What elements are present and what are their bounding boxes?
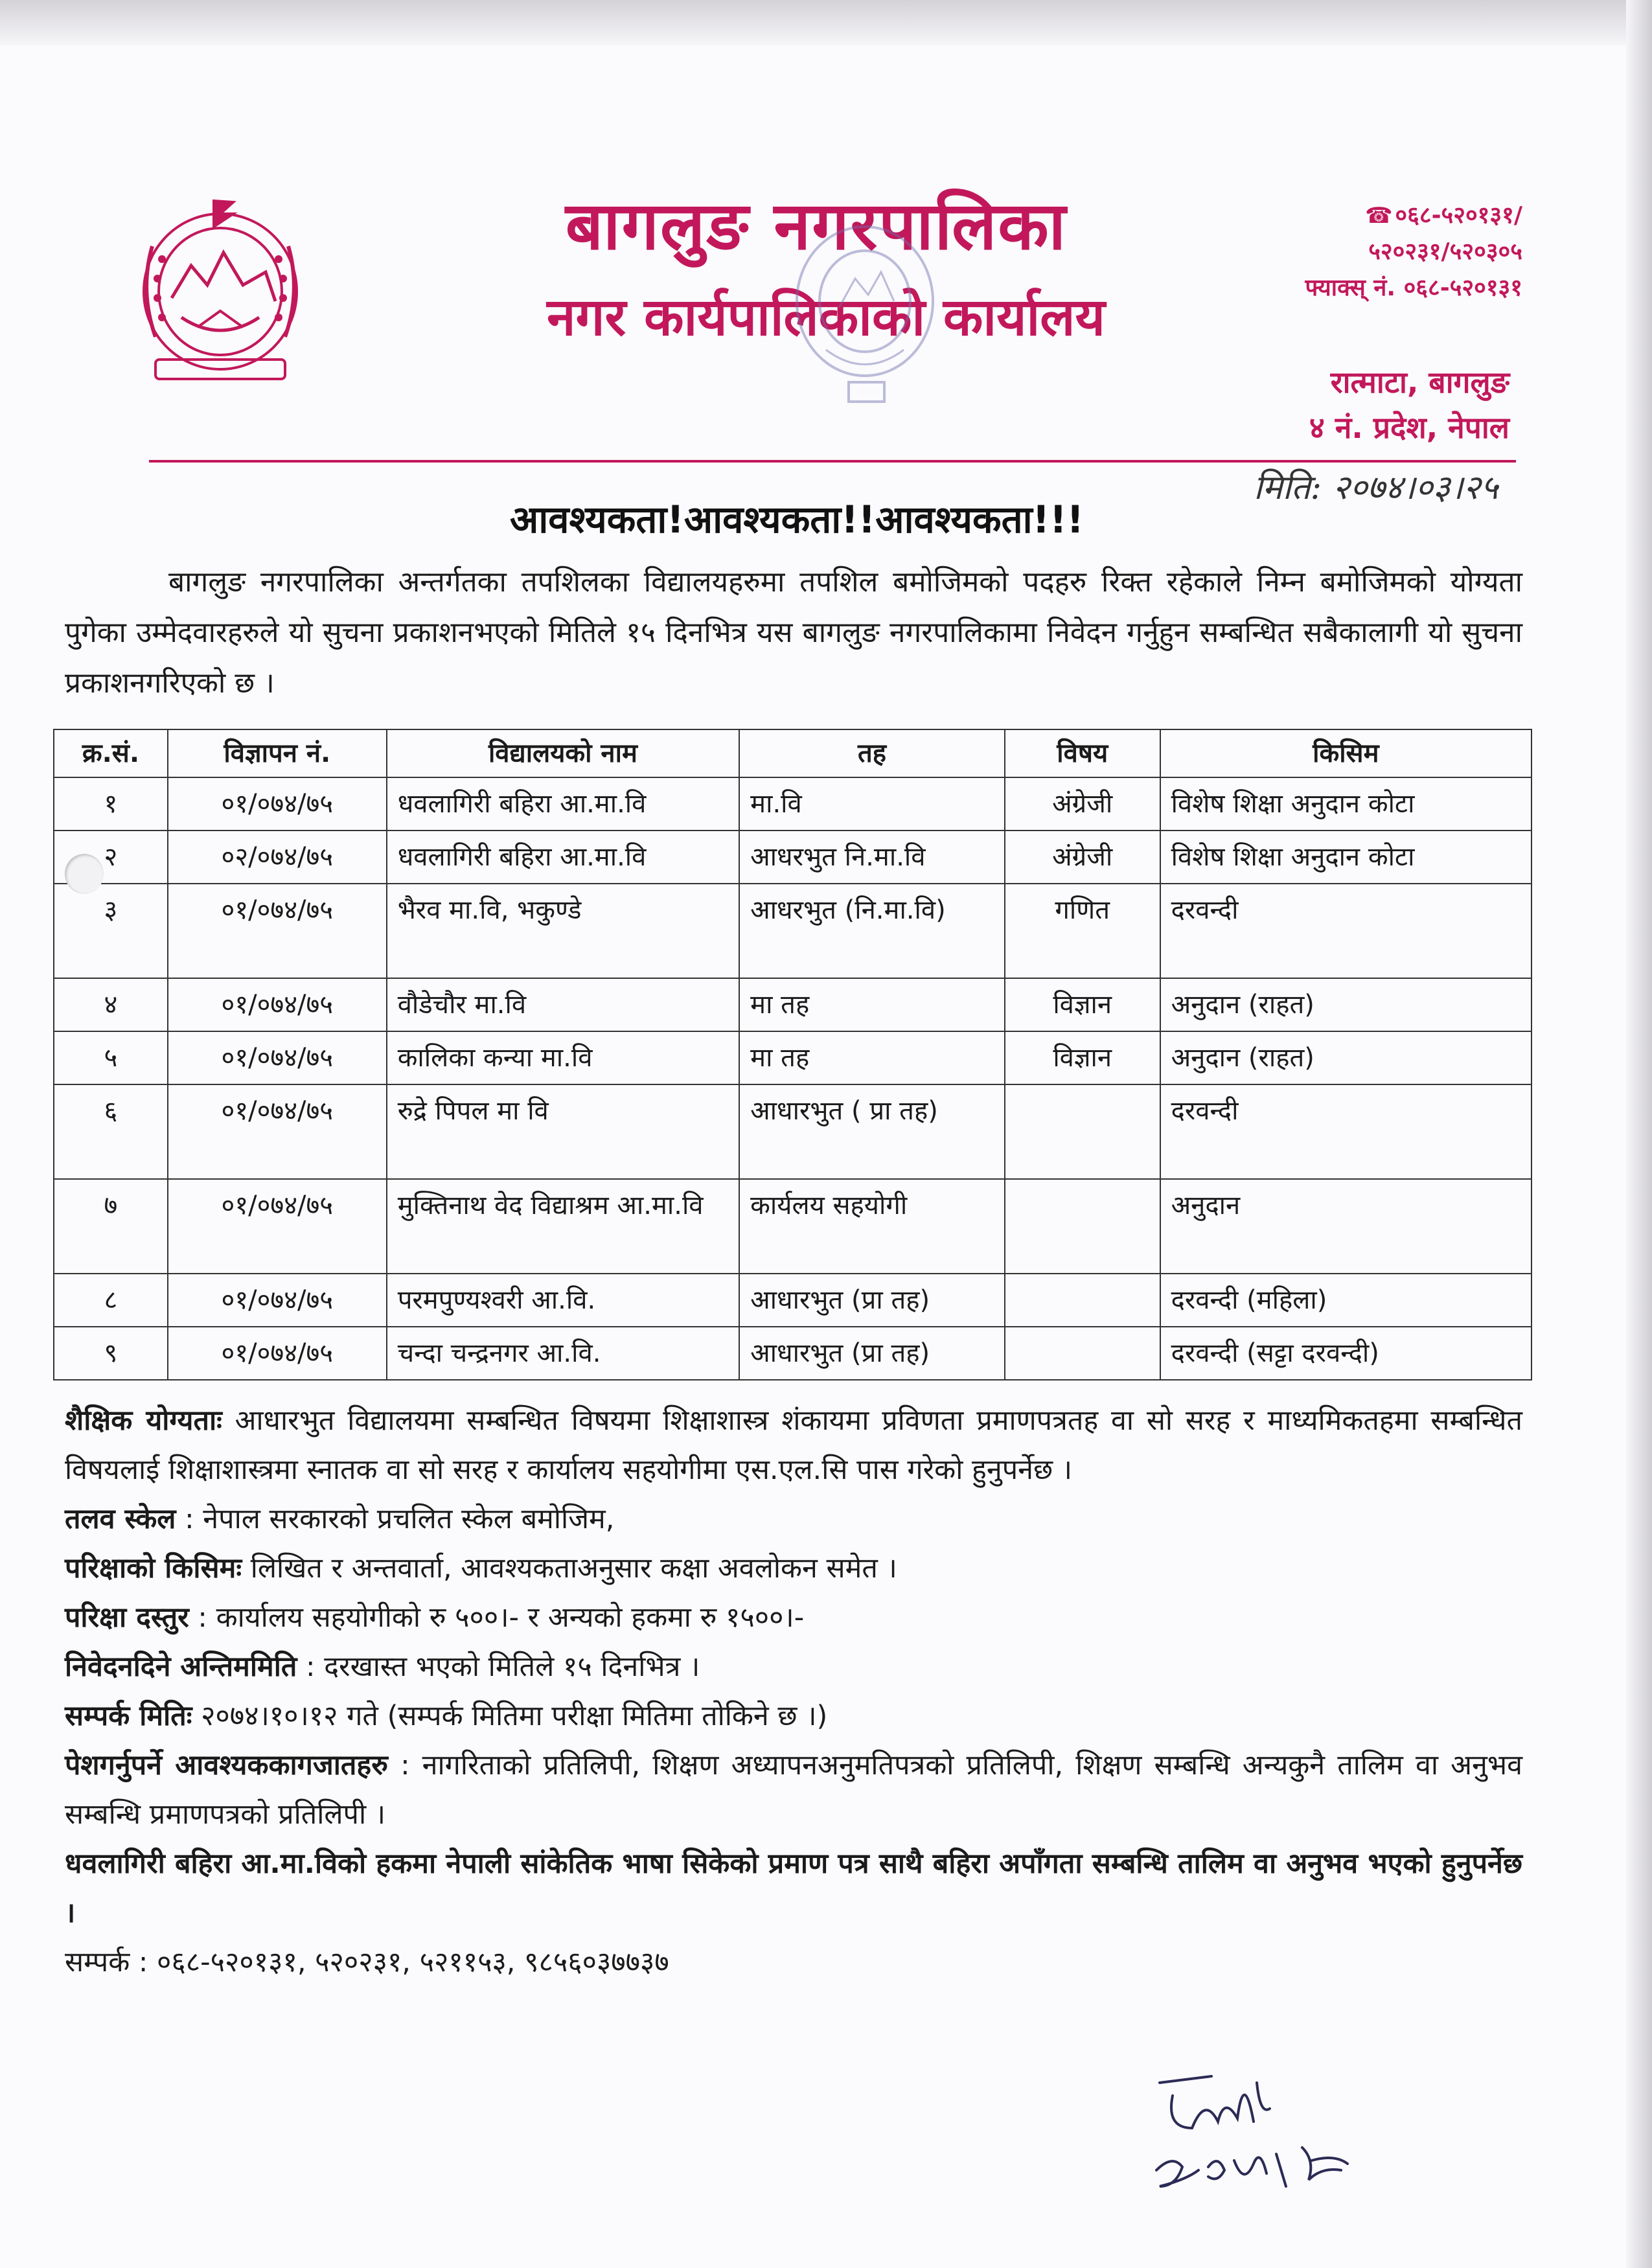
cell-ad-no: ०१/०७४/७५ xyxy=(168,777,387,830)
scan-shadow-right xyxy=(1626,0,1652,2268)
cell-subject: अंग्रेजी xyxy=(1005,830,1160,884)
cell-sn: ५ xyxy=(54,1031,168,1084)
table-row xyxy=(54,1327,1532,1380)
office-name: नगर कार्यपालिकाको कार्यालय xyxy=(547,287,1105,347)
header-divider xyxy=(149,460,1516,463)
handwritten-signature xyxy=(1147,2057,1393,2206)
cell-school: चन्दा चन्द्रनगर आ.वि. xyxy=(387,1327,739,1380)
cell-level: आधरभुत नि.मा.वि xyxy=(739,830,1005,884)
telephone-icon: ☎ xyxy=(1365,203,1393,229)
cell-type: अनुदान (राहत) xyxy=(1160,978,1532,1031)
col-header-sn: क्र.सं. xyxy=(54,729,168,777)
cell-school: परमपुण्यश्वरी आ.वि. xyxy=(387,1274,739,1327)
cell-subject xyxy=(1005,1179,1160,1274)
cell-type: दरवन्दी xyxy=(1160,884,1532,978)
notice-details xyxy=(65,1396,1522,1987)
address-line-1: रात्माटा, बागलुङ xyxy=(1330,365,1509,400)
cell-subject: विज्ञान xyxy=(1005,1031,1160,1084)
cell-school: धवलागिरी बहिरा आ.मा.वि xyxy=(387,777,739,830)
contact-date-text: २०७४।१०।१२ गते (सम्पर्क मितिमा परीक्षा मितिमा तोकिने छ ।) xyxy=(201,1700,828,1732)
cell-sn: ७ xyxy=(54,1179,168,1274)
cell-ad-no: ०२/०७४/७५ xyxy=(168,830,387,884)
salary-line xyxy=(65,1495,1522,1544)
cell-sn: १ xyxy=(54,777,168,830)
fee-label: परिक्षा दस्तुर xyxy=(65,1601,189,1634)
cell-type: अनुदान xyxy=(1160,1179,1532,1274)
handwritten-date: मिति: २०७४।०३।२५ xyxy=(1254,468,1498,507)
cell-level: मा.वि xyxy=(739,777,1005,830)
cell-ad-no: ०१/०७४/७५ xyxy=(168,1179,387,1274)
phone-line xyxy=(1199,198,1522,234)
cell-type: दरवन्दी xyxy=(1160,1084,1532,1179)
table-row xyxy=(54,1084,1532,1179)
cell-subject: गणित xyxy=(1005,884,1160,978)
contact-date-line xyxy=(65,1691,1522,1741)
cell-sn: ४ xyxy=(54,978,168,1031)
table-header-row xyxy=(54,729,1532,777)
office-seal-stamp xyxy=(787,217,943,411)
cell-sn: ६ xyxy=(54,1084,168,1179)
address-block xyxy=(1166,360,1509,450)
cell-sn: ८ xyxy=(54,1274,168,1327)
table-row xyxy=(54,1179,1532,1274)
cell-subject xyxy=(1005,1084,1160,1179)
cell-ad-no: ०१/०७४/७५ xyxy=(168,978,387,1031)
cell-type: विशेष शिक्षा अनुदान कोटा xyxy=(1160,777,1532,830)
cell-level: कार्यलय सहयोगी xyxy=(739,1179,1005,1274)
cell-subject: अंग्रेजी xyxy=(1005,777,1160,830)
fax-number: फ्याक्स् नं. ०६८-५२०१३१ xyxy=(1305,275,1522,301)
documents-text: : नागरिताको प्रतिलिपी, शिक्षण अध्यापनअनुमतिपत्रको प्रतिलिपी, शिक्षण सम्बन्धि अन्यकुनै तालिम वा अनुभव सम्बन्धि प्रमाणपत्रको प्रतिलिपी । xyxy=(65,1749,1522,1831)
cell-subject: विज्ञान xyxy=(1005,978,1160,1031)
vacancy-table xyxy=(53,729,1532,1380)
col-header-type: किसिम xyxy=(1160,729,1532,777)
table-row xyxy=(54,777,1532,830)
qualification-label: शैक्षिक योग्यताः xyxy=(65,1404,222,1437)
deadline-text: : दरखास्त भएको मितिले १५ दिनभित्र । xyxy=(306,1651,700,1683)
cell-school: धवलागिरी बहिरा आ.मा.वि xyxy=(387,830,739,884)
cell-level: आधरभुत (नि.मा.वि) xyxy=(739,884,1005,978)
documents-label: पेशगर्नुपर्ने आवश्यककागजातहरु xyxy=(65,1749,388,1781)
cell-ad-no: ०१/०७४/७५ xyxy=(168,1031,387,1084)
contact-line: सम्पर्क : ०६८-५२०१३१, ५२०२३१, ५२११५३, ९८५६०३७७३७ xyxy=(65,1946,669,1978)
exam-type-text: लिखित र अन्तवार्ता, आवश्यकताअनुसार कक्षा अवलोकन समेत । xyxy=(250,1552,897,1585)
cell-subject xyxy=(1005,1274,1160,1327)
cell-type: विशेष शिक्षा अनुदान कोटा xyxy=(1160,830,1532,884)
cell-school: मुक्तिनाथ वेद विद्याश्रम आ.मा.वि xyxy=(387,1179,739,1274)
address-line-2: ४ नं. प्रदेश, नेपाल xyxy=(1309,410,1509,445)
cell-ad-no: ०१/०७४/७५ xyxy=(168,884,387,978)
phone-numbers-2: ५२०२३१/५२०३०५ xyxy=(1368,238,1522,265)
scan-shadow-top xyxy=(0,0,1652,45)
qualification-text: आधारभुत विद्यालयमा सम्बन्धित विषयमा शिक्षाशास्त्र शंकायमा प्रविणता प्रमाणपत्रतह वा सो सरह र माध्यमिकतहमा सम्बन्धित विषयलाई शिक्षाशास्त्रमा स्नातक वा सो सरह र कार्यालय सहयोगीमा एस.एल.सि पास गरेको हुनुपर्नेछ । xyxy=(65,1404,1522,1486)
table-row xyxy=(54,978,1532,1031)
col-header-school: विद्यालयको नाम xyxy=(387,729,739,777)
table-row xyxy=(54,1274,1532,1327)
phone-numbers-1: ०६८-५२०१३१/ xyxy=(1395,202,1522,229)
col-header-ad-no: विज्ञापन नं. xyxy=(168,729,387,777)
cell-level: मा तह xyxy=(739,978,1005,1031)
cell-sn: ३ xyxy=(54,884,168,978)
fee-line xyxy=(65,1593,1522,1642)
salary-text: : नेपाल सरकारको प्रचलित स्केल बमोजिम, xyxy=(185,1503,615,1535)
deadline-line xyxy=(65,1642,1522,1691)
punch-hole xyxy=(65,854,104,894)
cell-sn: २ xyxy=(54,830,168,884)
cell-type: दरवन्दी (महिला) xyxy=(1160,1274,1532,1327)
col-header-level: तह xyxy=(739,729,1005,777)
exam-type-label: परिक्षाको किसिमः xyxy=(65,1552,242,1585)
table-row xyxy=(54,1031,1532,1084)
table-row xyxy=(54,884,1532,978)
notice-headline: आवश्यकता!आवश्यकता!!आवश्यकता!!! xyxy=(509,498,1084,542)
cell-level: आधारभुत ( प्रा तह) xyxy=(739,1084,1005,1179)
contact-date-label: सम्पर्क मितिः xyxy=(65,1700,192,1732)
cell-school: कालिका कन्या मा.वि xyxy=(387,1031,739,1084)
cell-school: वौडेचौर मा.वि xyxy=(387,978,739,1031)
cell-type: अनुदान (राहत) xyxy=(1160,1031,1532,1084)
contact-block xyxy=(1199,198,1522,306)
special-note: धवलागिरी बहिरा आ.मा.विको हकमा नेपाली सांकेतिक भाषा सिकेको प्रमाण पत्र साथै बहिरा अपाँगता सम्बन्धि तालिम वा अनुभव भएको हुनुपर्नेछ । xyxy=(65,1848,1522,1929)
notice-intro: बागलुङ नगरपालिका अन्तर्गतका तपशिलका विद्यालयहरुमा तपशिल बमोजिमको पदहरु रिक्त रहेकाले निम्न बमोजिमको योग्यता पुगेका उम्मेदवारहरुले यो सुचना प्रकाशनभएको मितिले १५ दिनभित्र यस बागलुङ नगरपालिकामा निवेदन गर्नुहुन सम्बन्धित सबैकालागी यो सुचना प्रकाशनगरिएको छ । xyxy=(65,566,1522,700)
fee-text: : कार्यालय सहयोगीको रु ५००।- र अन्यको हकमा रु १५००।- xyxy=(198,1601,805,1634)
cell-school: भैरव मा.वि, भकुण्डे xyxy=(387,884,739,978)
deadline-label: निवेदनदिने अन्तिममिति xyxy=(65,1651,297,1683)
table-row xyxy=(54,830,1532,884)
cell-level: आधारभुत (प्रा तह) xyxy=(739,1274,1005,1327)
cell-ad-no: ०१/०७४/७५ xyxy=(168,1084,387,1179)
salary-label: तलव स्केल xyxy=(65,1503,176,1535)
cell-subject xyxy=(1005,1327,1160,1380)
documents-paragraph xyxy=(65,1741,1522,1839)
cell-ad-no: ०१/०७४/७५ xyxy=(168,1274,387,1327)
cell-sn: ९ xyxy=(54,1327,168,1380)
cell-level: मा तह xyxy=(739,1031,1005,1084)
nepal-government-emblem-icon xyxy=(126,188,314,385)
cell-level: आधारभुत (प्रा तह) xyxy=(739,1327,1005,1380)
municipality-name: बागलुङ नगरपालिका xyxy=(565,188,1068,265)
qualification-paragraph xyxy=(65,1396,1522,1495)
cell-type: दरवन्दी (सट्टा दरवन्दी) xyxy=(1160,1327,1532,1380)
cell-ad-no: ०१/०७४/७५ xyxy=(168,1327,387,1380)
exam-type-line xyxy=(65,1544,1522,1593)
col-header-subject: विषय xyxy=(1005,729,1160,777)
cell-school: रुद्रे पिपल मा वि xyxy=(387,1084,739,1179)
